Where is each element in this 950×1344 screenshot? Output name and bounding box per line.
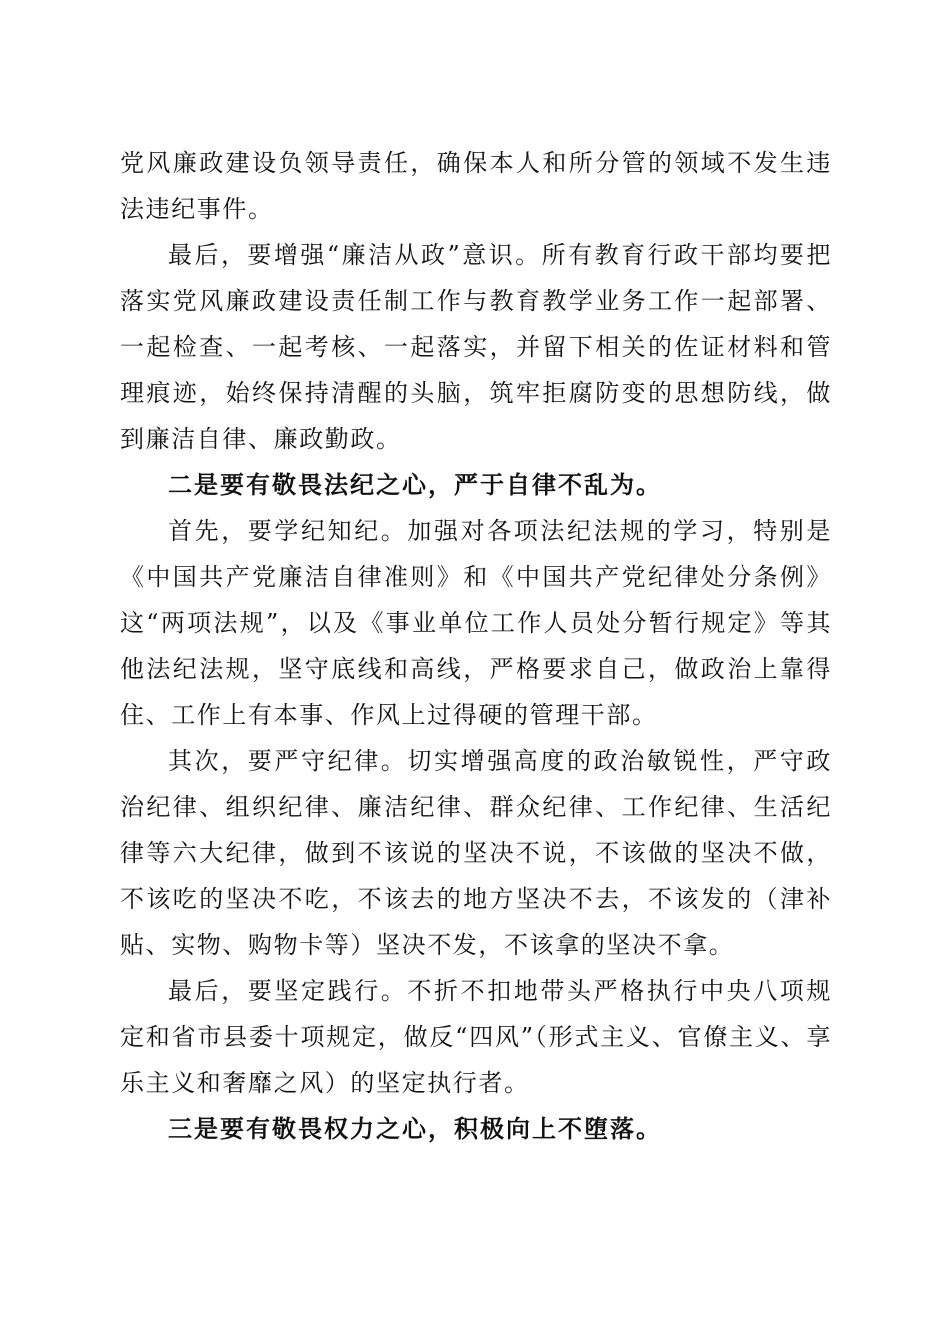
paragraph-continuation: 党风廉政建设负领导责任，确保本人和所分管的领域不发生违法违纪事件。 <box>120 149 832 223</box>
document-body <box>120 140 832 1152</box>
section-heading-two: 二是要有敬畏法纪之心，严于自律不乱为。 <box>168 470 662 499</box>
paragraph-learn-discipline: 首先，要学纪知纪。加强对各项法纪法规的学习，特别是《中国共产党廉洁自律准则》和《中国共产党纪律处分条例》这“两项法规”，以及《事业单位工作人员处分暂行规定》等其他法纪法规，坚守底线和高线，严格要求自己，做政治上靠得住、工作上有本事、作风上过得硬的管理干部。 <box>120 517 832 729</box>
paragraph-integrity-awareness: 最后，要增强“廉洁从政”意识。所有教育行政干部均要把落实党风廉政建设责任制工作与教育教学业务工作一起部署、一起检查、一起考核、一起落实，并留下相关的佐证材料和管理痕迹，始终保持清醒的头脑，筑牢拒腐防变的思想防线，做到廉洁自律、廉政勤政。 <box>120 241 832 453</box>
paragraph-practice-firmly: 最后，要坚定践行。不折不扣地带头严格执行中央八项规定和省市县委十项规定，做反“四风”（形式主义、官僚主义、享乐主义和奢靡之风）的坚定执行者。 <box>120 977 832 1097</box>
section-heading-three: 三是要有敬畏权力之心，积极向上不堕落。 <box>168 1114 662 1143</box>
paragraph-observe-discipline: 其次，要严守纪律。切实增强高度的政治敏锐性，严守政治纪律、组织纪律、廉洁纪律、群众纪律、工作纪律、生活纪律等六大纪律，做到不该说的坚决不说，不该做的坚决不做，不该吃的坚决不吃，不该去的地方坚决不去，不该发的（津补贴、实物、购物卡等）坚决不发，不该拿的坚决不拿。 <box>120 747 832 959</box>
